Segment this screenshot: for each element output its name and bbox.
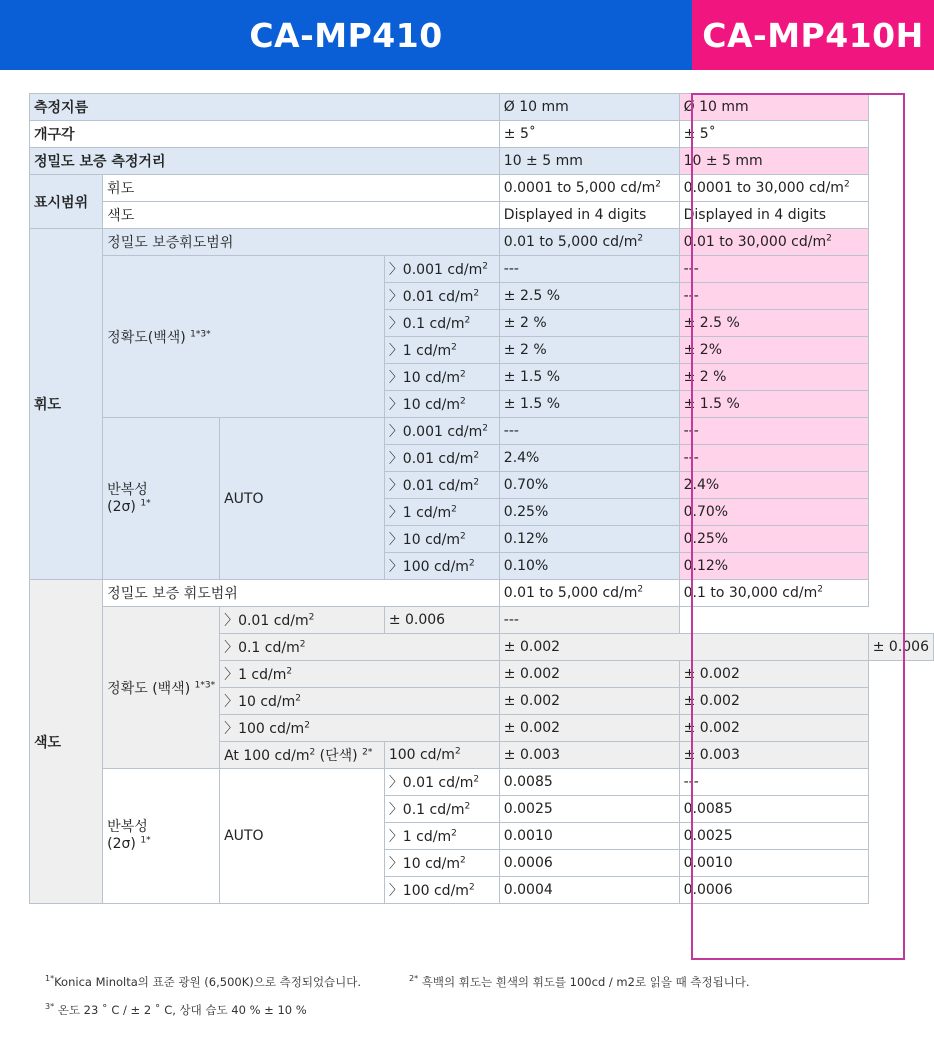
- row-label: 측정지름: [34, 100, 89, 116]
- unit-exponent: 2: [482, 261, 489, 272]
- value-a: ± 0.002: [503, 693, 561, 709]
- value-a: 0.01 to 5,000 cd/m: [503, 234, 638, 250]
- table-cell: [499, 661, 679, 688]
- condition: 〉0.01 cd/m: [388, 478, 474, 494]
- table-cell: [220, 688, 500, 715]
- accuracy-label: 정확도(백색): [107, 329, 186, 346]
- table-cell: [499, 418, 679, 445]
- mode-cell: [220, 418, 385, 580]
- table-cell: [384, 796, 499, 823]
- table-cell: [499, 607, 679, 634]
- value-a: ± 0.002: [503, 666, 561, 682]
- unit-exponent: 2: [451, 504, 457, 515]
- footnote-ref: 1*3*: [190, 328, 211, 339]
- value-a: 0.0006: [503, 855, 553, 871]
- value-b: 0.01 to 30,000 cd/m: [683, 234, 827, 250]
- table-row: [30, 202, 934, 229]
- table-cell: [103, 175, 500, 202]
- footnote-1: [45, 974, 361, 990]
- condition: 〉10 cd/m: [388, 370, 461, 386]
- table-cell: [384, 553, 499, 580]
- table-cell: [679, 256, 868, 283]
- table-cell: [679, 553, 868, 580]
- value-b: ---: [683, 261, 699, 277]
- value-b: ± 5˚: [683, 126, 716, 142]
- table-cell: [679, 688, 868, 715]
- table-cell: [220, 607, 385, 634]
- value-b: Displayed in 4 digits: [683, 207, 827, 223]
- footnote-3: [45, 1002, 307, 1018]
- value-b: Ø 10 mm: [683, 99, 749, 115]
- table-cell: [679, 472, 868, 499]
- table-cell: [499, 580, 679, 607]
- table-cell: [220, 742, 385, 769]
- value-b: ± 0.006: [872, 639, 929, 655]
- table-cell: [679, 148, 868, 175]
- value-a: ± 2.5 %: [503, 288, 560, 304]
- value-a: ---: [503, 423, 519, 439]
- value-b: 0.0085: [683, 801, 733, 817]
- condition: 〉10 cd/m: [388, 532, 461, 548]
- table-row: [30, 580, 934, 607]
- unit-exponent: 2: [309, 747, 316, 758]
- table-cell: [679, 769, 868, 796]
- table-cell: [499, 121, 679, 148]
- mode-label: AUTO: [224, 828, 264, 844]
- value-b: 0.1 to 30,000 cd/m: [683, 585, 818, 601]
- table-cell: [679, 283, 868, 310]
- table-row: [30, 94, 934, 121]
- value-b: 0.0025: [683, 828, 733, 844]
- table-cell: [499, 337, 679, 364]
- unit-exponent: 2: [637, 233, 644, 244]
- table-cell: [499, 823, 679, 850]
- table-cell: [499, 499, 679, 526]
- row-label-cell: [30, 94, 500, 121]
- value-a: 0.0001 to 5,000 cd/m: [503, 180, 656, 196]
- table-cell: [679, 337, 868, 364]
- table-cell: [499, 850, 679, 877]
- section-label: 표시범위: [34, 194, 89, 211]
- accuracy-label: 정확도 (백색): [107, 680, 191, 697]
- sub-label: 정밀도 보증 휘도범위: [107, 586, 238, 602]
- value-b: 2.4%: [683, 477, 720, 493]
- footnote-3-mark: 3*: [45, 1002, 55, 1012]
- table-cell: [679, 580, 868, 607]
- unit-exponent: 2: [464, 801, 471, 812]
- unit-exponent: 2: [460, 531, 466, 542]
- section-label-cell: [30, 175, 103, 229]
- footnote-ref: 2*: [362, 747, 373, 758]
- sub-label: 색도: [107, 208, 135, 224]
- value-b: ± 0.002: [683, 693, 740, 709]
- table-cell: [384, 607, 499, 634]
- unit-exponent: 2: [473, 288, 480, 299]
- unit-exponent: 2: [817, 584, 823, 595]
- value-a: ---: [503, 261, 519, 277]
- unit-exponent: 2: [655, 179, 661, 190]
- table-cell: [384, 364, 499, 391]
- value-a: 0.25%: [503, 504, 549, 520]
- footnote-1-text: Konica Minolta의 표준 광원 (6,500K)으로 측정되었습니다.: [54, 975, 362, 989]
- unit-exponent: 2: [464, 315, 471, 326]
- value-a: 0.01 to 5,000 cd/m: [503, 585, 638, 601]
- table-cell: [499, 175, 679, 202]
- unit-exponent: 2: [308, 612, 315, 623]
- table-cell: [679, 310, 868, 337]
- value-a: 0.10%: [503, 558, 549, 574]
- table-cell: [499, 94, 679, 121]
- unit-exponent: 2: [286, 666, 293, 677]
- table-cell: [499, 229, 679, 256]
- table-cell: [499, 526, 679, 553]
- table-cell: [679, 742, 868, 769]
- table-cell: [499, 742, 679, 769]
- value-b: 0.0006: [683, 882, 733, 898]
- condition: 〉100 cd/m: [388, 883, 469, 899]
- sigma-label: (2σ): [107, 498, 136, 515]
- unit-exponent: 2: [473, 774, 480, 785]
- sigma-label: (2σ): [107, 836, 136, 852]
- condition: 〉1 cd/m: [388, 505, 452, 521]
- value-b: 0.0001 to 30,000 cd/m: [683, 180, 844, 196]
- condition: 〉100 cd/m: [388, 559, 469, 575]
- unit-exponent: 2: [451, 828, 457, 839]
- mono-label-suffix: (단색): [315, 748, 358, 764]
- table-cell: [679, 445, 868, 472]
- table-cell: [499, 796, 679, 823]
- sub-label: 휘도: [107, 181, 135, 197]
- table-cell: [220, 715, 500, 742]
- table-row: [30, 256, 934, 283]
- mode-label: AUTO: [224, 490, 264, 507]
- value-b: ± 2%: [683, 342, 722, 358]
- section-label: 휘도: [34, 397, 62, 413]
- value-b: ± 1.5 %: [683, 396, 740, 412]
- row-label: 정밀도 보증 측정거리: [34, 154, 166, 170]
- repeat-label: 반복성: [107, 481, 148, 498]
- repeat-label: 반복성: [107, 819, 148, 835]
- footnote-ref: 1*: [140, 497, 151, 508]
- value-a: ± 1.5 %: [503, 369, 560, 385]
- table-cell: [499, 256, 679, 283]
- spec-table: [29, 93, 934, 904]
- accuracy-label-cell: [103, 256, 385, 418]
- unit-exponent: 2: [460, 369, 466, 380]
- table-cell: [679, 499, 868, 526]
- unit-exponent: 2: [460, 855, 466, 866]
- table-cell: [679, 526, 868, 553]
- value-a: 0.70%: [503, 477, 549, 493]
- footnote-2: [409, 974, 750, 990]
- condition: 〉1 cd/m: [224, 667, 287, 683]
- table-cell: [679, 121, 868, 148]
- table-cell: [384, 769, 499, 796]
- table-cell: [384, 256, 499, 283]
- accuracy-label-cell: [103, 607, 220, 769]
- table-cell: [679, 202, 868, 229]
- table-cell: [384, 283, 499, 310]
- section-label: 색도: [34, 734, 62, 751]
- value-b: 10 ± 5 mm: [683, 153, 763, 169]
- model-header-right: [692, 0, 934, 70]
- value-a: 0.0025: [503, 801, 553, 817]
- value-a: Displayed in 4 digits: [503, 207, 647, 223]
- table-cell: [499, 634, 868, 661]
- table-cell: [499, 715, 679, 742]
- table-cell: [384, 499, 499, 526]
- table-cell: [679, 715, 868, 742]
- table-row: [30, 148, 934, 175]
- condition: 〉0.1 cd/m: [224, 640, 300, 656]
- value-b: ---: [683, 288, 699, 304]
- table-cell: [679, 796, 868, 823]
- table-cell: [103, 202, 500, 229]
- unit-exponent: 2: [460, 396, 466, 407]
- footnote-ref: 1*: [140, 835, 151, 846]
- value-a: 0.12%: [503, 531, 549, 547]
- table-cell: [103, 580, 500, 607]
- table-cell: [679, 850, 868, 877]
- table-cell: [679, 391, 868, 418]
- table-cell: [499, 364, 679, 391]
- value-a: 0.0085: [503, 774, 553, 790]
- unit-exponent: 2: [473, 450, 480, 461]
- value-a: ± 0.003: [503, 747, 561, 763]
- value-b: ± 0.003: [683, 747, 740, 763]
- table-cell: [384, 391, 499, 418]
- value-b: ± 2.5 %: [683, 315, 740, 331]
- condition: 〉0.01 cd/m: [388, 451, 474, 467]
- table-cell: [384, 418, 499, 445]
- row-label-cell: [30, 148, 500, 175]
- condition: 〉0.1 cd/m: [388, 316, 465, 332]
- value-b: ± 0.002: [683, 666, 740, 682]
- table-cell: [384, 823, 499, 850]
- section-label-cell: [30, 229, 103, 580]
- model-header-left: [0, 0, 692, 70]
- row-label-cell: [30, 121, 500, 148]
- condition: 〉0.1 cd/m: [388, 802, 465, 818]
- value-b: 0.12%: [683, 558, 729, 574]
- table-cell: [499, 877, 679, 904]
- value-a: 0.0010: [503, 828, 553, 844]
- table-row: [30, 175, 934, 202]
- table-cell: [499, 769, 679, 796]
- footnote-ref: 1*3*: [194, 679, 216, 690]
- table-cell: [679, 229, 868, 256]
- table-cell: [679, 94, 868, 121]
- condition: 100 cd/m: [388, 747, 455, 763]
- table-row: [30, 607, 934, 634]
- table-cell: [679, 823, 868, 850]
- value-b: ---: [503, 612, 519, 628]
- table-cell: [220, 661, 500, 688]
- value-b: ---: [683, 774, 699, 790]
- unit-exponent: 2: [468, 882, 475, 893]
- value-a: ± 5˚: [503, 126, 536, 142]
- table-cell: [679, 877, 868, 904]
- value-b: ---: [683, 450, 699, 466]
- value-a: Ø 10 mm: [503, 99, 569, 115]
- value-a: 2.4%: [503, 450, 540, 466]
- table-cell: [384, 526, 499, 553]
- section-label-cell: [30, 580, 103, 904]
- value-a: ± 0.002: [503, 720, 561, 736]
- table-cell: [499, 445, 679, 472]
- repeat-label-cell: [103, 769, 220, 904]
- table-cell: [499, 310, 679, 337]
- value-b: 0.70%: [683, 504, 729, 520]
- model-title-left: CA-MP410: [249, 15, 443, 55]
- table-row: [30, 418, 934, 445]
- condition: 〉1 cd/m: [388, 343, 452, 359]
- condition: 〉0.001 cd/m: [388, 262, 483, 278]
- footnote-3-text: 온도 23 ˚ C / ± 2 ˚ C, 상대 습도 40 % ± 10 %: [57, 1003, 307, 1017]
- condition: 〉0.01 cd/m: [224, 613, 309, 629]
- unit-exponent: 2: [473, 477, 480, 488]
- value-b: 0.0010: [683, 855, 733, 871]
- table-row: [30, 769, 934, 796]
- value-a: ± 2 %: [503, 315, 547, 331]
- table-cell: [384, 742, 499, 769]
- table-cell: [499, 148, 679, 175]
- condition: 〉0.01 cd/m: [388, 289, 474, 305]
- table-cell: [499, 202, 679, 229]
- condition: 〉0.001 cd/m: [388, 424, 483, 440]
- unit-exponent: 2: [826, 233, 832, 244]
- table-cell: [499, 472, 679, 499]
- condition: 〉1 cd/m: [388, 829, 452, 845]
- table-cell: [679, 175, 868, 202]
- table-cell: [384, 310, 499, 337]
- table-cell: [499, 553, 679, 580]
- condition: 〉10 cd/m: [224, 694, 296, 710]
- mode-cell: [220, 769, 385, 904]
- mono-label: At 100 cd/m: [224, 748, 310, 764]
- table-cell: [384, 337, 499, 364]
- table-cell: [384, 445, 499, 472]
- table-cell: [220, 634, 500, 661]
- table-cell: [499, 391, 679, 418]
- unit-exponent: 2: [451, 342, 457, 353]
- table-cell: [103, 229, 500, 256]
- value-b: ---: [683, 423, 699, 439]
- table-cell: [679, 661, 868, 688]
- unit-exponent: 2: [637, 584, 644, 595]
- unit-exponent: 2: [843, 179, 850, 190]
- unit-exponent: 2: [295, 693, 302, 704]
- value-a: ± 1.5 %: [503, 396, 560, 412]
- unit-exponent: 2: [304, 720, 310, 731]
- value-b: ± 0.002: [683, 720, 740, 736]
- unit-exponent: 2: [299, 639, 306, 650]
- sub-label: 정밀도 보증휘도범위: [107, 235, 234, 251]
- unit-exponent: 2: [482, 423, 489, 434]
- table-cell: [868, 634, 933, 661]
- model-title-right: CA-MP410H: [702, 15, 924, 55]
- condition: 〉10 cd/m: [388, 856, 461, 872]
- footnote-2-text: 흑백의 휘도는 흰색의 휘도를 100cd / m2로 읽을 때 측정됩니다.: [421, 975, 750, 989]
- value-a: 10 ± 5 mm: [503, 153, 583, 169]
- footnote-2-mark: 2*: [409, 974, 419, 984]
- unit-exponent: 2: [468, 558, 475, 569]
- value-a: ± 2 %: [503, 342, 547, 358]
- table-cell: [499, 688, 679, 715]
- footnote-1-mark: 1*: [45, 974, 55, 984]
- unit-exponent: 2: [454, 746, 461, 757]
- repeat-label-cell: [103, 418, 220, 580]
- table-cell: [384, 877, 499, 904]
- table-cell: [384, 850, 499, 877]
- row-label: 개구각: [34, 127, 75, 143]
- condition: 〉0.01 cd/m: [388, 775, 474, 791]
- table-row: [30, 121, 934, 148]
- table-row: [30, 229, 934, 256]
- table-cell: [384, 472, 499, 499]
- table-cell: [679, 418, 868, 445]
- value-b: 0.25%: [683, 531, 729, 547]
- value-b: ± 2 %: [683, 369, 727, 385]
- value-a: 0.0004: [503, 882, 553, 898]
- table-cell: [679, 364, 868, 391]
- value-a: ± 0.006: [388, 612, 446, 628]
- table-cell: [499, 283, 679, 310]
- condition: 〉10 cd/m: [388, 397, 461, 413]
- condition: 〉100 cd/m: [224, 721, 305, 737]
- value-a: ± 0.002: [503, 639, 561, 655]
